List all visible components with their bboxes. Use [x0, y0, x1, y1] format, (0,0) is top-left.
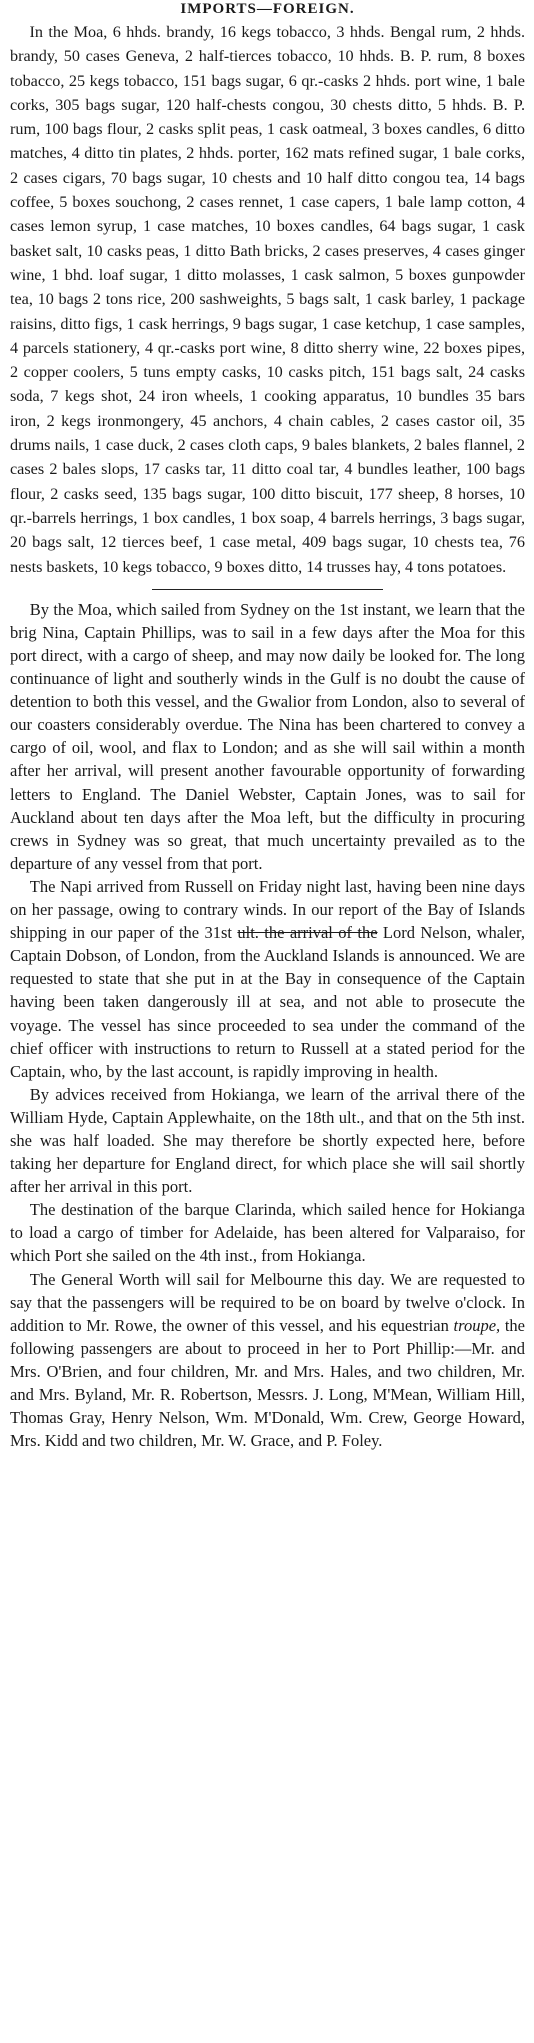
shipping-news-clarinda-paragraph: The destination of the barque Clarinda, which sailed hence for Hokianga to load a cargo of timber for Adelaide, has been altered for Valparaiso, for which Port she sailed on the 4th inst., from Hokianga.: [10, 1200, 525, 1266]
napi-text-end: Lord Nelson, whaler, Captain Dobson, of London, from the Auckland Islands is announced. We are requested to state that she put in at the Bay in consequence of the Captain having been taken dangerously ill at sea, and not able to prosecute the voyage. The vessel has since proceeded to sea under the command of the chief officer with instructions to return to Russell at a stated period for the Captain, who, by the last account, is rapidly improving in health.: [10, 923, 525, 1081]
shipping-news-moa-paragraph: By the Moa, which sailed from Sydney on the 1st instant, we learn that the brig Nina, Captain Phillips, was to sail in a few days after the Moa for this port direct, with a cargo of sheep, and may now daily be looked for. The long continuance of light and southerly winds in the Gulf is no doubt the cause of detention to both this vessel, and the Gwalior from London, also to several of our coasters considerably overdue. The Nina has been chartered to convey a cargo of oil, wool, and flax to London; and as she will sail within a month after her arrival, will present another favourable opportunity of forwarding letters to England. The Daniel Webster, Captain Jones, was to sail for Auckland about ten days after the Moa left, but the difficulty in procuring crews in Sydney was so great, that much uncertainty prevailed as to the departure of any vessel from that port.: [10, 599, 525, 873]
shipping-news-general-worth-paragraph: [10, 1268, 525, 1453]
napi-text-start: The Napi arrived from Russell on Friday night last, having been nine days on her passage, owing to contrary winds. In our report of the Bay of Islands shipping in our paper of the 31st: [10, 876, 525, 943]
shipping-news-hokianga-paragraph: By advices received from Hokianga, we learn of the arrival there of the William Hyde, Captain Applewhaite, on the 18th ult., and that on the 5th inst. she was half loaded. She may therefore be shortly expected here, before taking her departure for England direct, for which place she will sail shortly after her arrival in this port.: [10, 1084, 525, 1197]
section-heading: IMPORTS—FOREIGN.: [180, 1, 355, 17]
imports-list-paragraph: In the Moa, 6 hhds. brandy, 16 kegs tobacco, 3 hhds. Bengal rum, 2 hhds. brandy, 50 cases Geneva, 2 half-tierces tobacco, 10 hhds. B. P. rum, 8 boxes tobacco, 25 kegs tobacco, 151 bags sugar, 6 qr.-casks 2 hhds. port wine, 1 bale corks, 305 bags sugar, 120 half-chests congou, 30 chests ditto, 5 hhds. B. P. rum, 100 bags flour, 2 casks split peas, 1 cask oatmeal, 3 boxes candles, 6 ditto matches, 4 ditto tin plates, 2 hhds. porter, 162 mats refined sugar, 1 bale corks, 2 cases cigars, 70 bags sugar, 10 chests and 10 half ditto congou tea, 14 bags coffee, 5 boxes souchong, 2 cases rennet, 1 case capers, 1 bale lamp cotton, 4 cases lemon syrup, 1 case matches, 10 boxes candles, 64 bags sugar, 1 cask basket salt, 10 casks peas, 1 ditto Bath bricks, 2 cases preserves, 4 cases ginger wine, 1 bhd. loaf sugar, 1 ditto molasses, 1 cask salmon, 5 boxes gunpowder tea, 10 bags 2 tons rice, 200 sashweights, 5 bags salt, 1 cask barley, 1 package raisins, ditto figs, 1 cask herrings, 9 bags sugar, 1 case ketchup, 1 case samples, 4 parcels stationery, 4 qr.-casks port wine, 8 ditto sherry wine, 22 boxes pipes, 2 copper coolers, 5 tuns empty casks, 10 casks pitch, 151 bags salt, 24 casks soda, 7 kegs shot, 24 iron wheels, 1 cooking apparatus, 10 bundles 35 bars iron, 2 kegs ironmongery, 45 anchors, 4 chain cables, 2 cases castor oil, 35 drums nails, 1 case duck, 2 cases cloth caps, 9 bales blankets, 2 bales flannel, 2 cases 2 bales slops, 17 casks tar, 11 ditto coal tar, 4 bundles leather, 100 bags flour, 2 casks seed, 135 bags sugar, 100 ditto biscuit, 177 sheep, 8 horses, 10 qr.-barrels herrings, 1 box candles, 1 box soap, 4 barrels herrings, 3 bags sugar, 20 bags salt, 12 tierces beef, 1 case metal, 409 bags sugar, 10 chests tea, 76 nests baskets, 10 kegs tobacco, 9 boxes ditto, 14 trusses hay, 4 tons potatoes.: [10, 23, 525, 576]
general-worth-text-start: The General Worth will sail for Melbourne this day. We are requested to say that the passengers will be required to be on board by twelve o'clock. In addition to Mr. Rowe, the owner of this vessel, and his equestrian: [10, 1269, 525, 1335]
struck-through-text: ult. the arrival of the: [237, 923, 378, 943]
shipping-news-napi-paragraph: [10, 875, 525, 1083]
italic-troupe-word: troupe,: [453, 1315, 501, 1335]
general-worth-text-end: the following passengers are about to proceed in her to Port Phillip:—Mr. and Mrs. O'Brien, and four children, Mr. and Mrs. Hales, and two children, Mr. and Mrs. Byland, Mr. R. Robertson, Messrs. J. Long, M'Mean, William Hill, Thomas Gray, Henry Nelson, Wm. M'Donald, Wm. Crew, George Howard, Mrs. Kidd and two children, Mr. W. Grace, and P. Foley.: [10, 1315, 525, 1451]
section-divider: [152, 589, 384, 590]
